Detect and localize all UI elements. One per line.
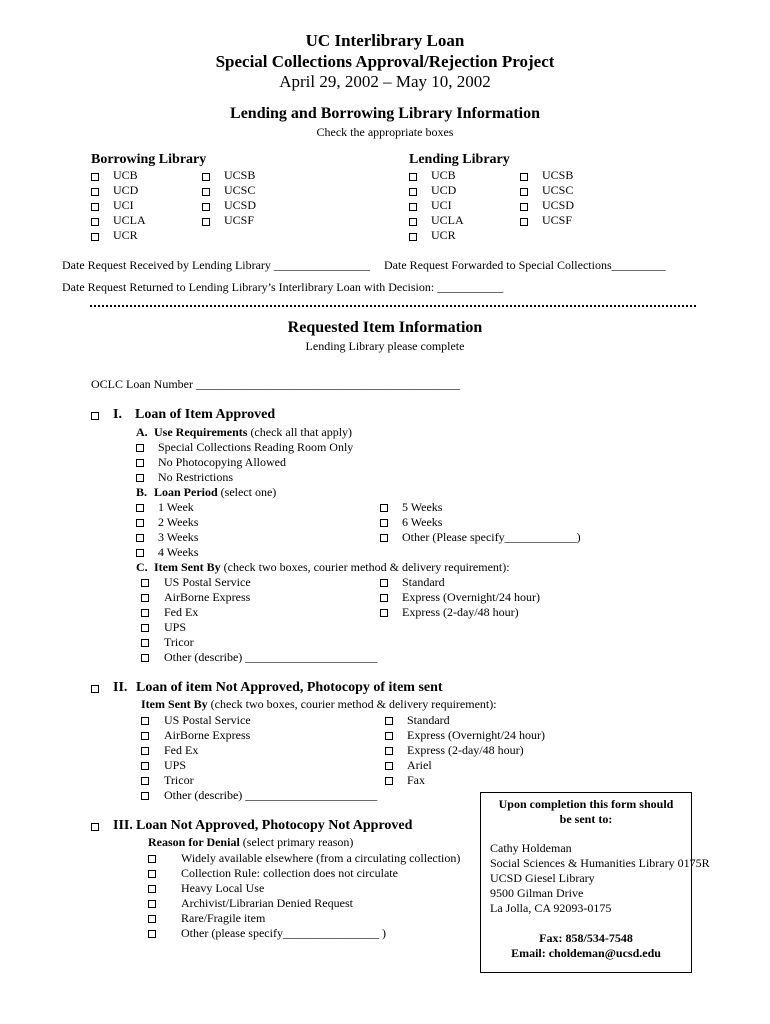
- checkbox-borrowing-ucsd[interactable]: [202, 203, 210, 211]
- label-s2-express-2day: Express (2-day/48 hour): [407, 743, 524, 757]
- label-s2-fax: Fax: [407, 773, 425, 787]
- checkbox-s2-express-2day[interactable]: [385, 747, 393, 755]
- label-s2-ariel: Ariel: [407, 758, 432, 772]
- checkbox-lending-ucsf[interactable]: [520, 218, 528, 226]
- label-s2-fedex: Fed Ex: [164, 743, 199, 757]
- checkbox-s2-airborne[interactable]: [141, 732, 149, 740]
- checkbox-reading-room-only[interactable]: [136, 444, 144, 452]
- label-lending-ucsc: UCSC: [542, 183, 574, 197]
- checkbox-lending-ucsd[interactable]: [520, 203, 528, 211]
- label-period-6-weeks: 6 Weeks: [402, 515, 443, 529]
- contact-fax: Fax: 858/534-7548: [539, 931, 633, 945]
- checkbox-period-2-weeks[interactable]: [136, 519, 144, 527]
- label-borrowing-ucsd: UCSD: [224, 198, 257, 212]
- project-title: Special Collections Approval/Rejection Project: [215, 52, 555, 71]
- label-s1-us-postal: US Postal Service: [164, 575, 251, 589]
- checkbox-borrowing-ucsc[interactable]: [202, 188, 210, 196]
- checkbox-heavy-local-use[interactable]: [148, 885, 156, 893]
- checkbox-s1-express-2day[interactable]: [380, 609, 388, 617]
- s2-item-sent-by-label: Item Sent By: [141, 697, 208, 711]
- checkbox-rare-fragile[interactable]: [148, 915, 156, 923]
- label-period-5-weeks: 5 Weeks: [402, 500, 443, 514]
- checkbox-period-3-weeks[interactable]: [136, 534, 144, 542]
- label-borrowing-ucsc: UCSC: [224, 183, 256, 197]
- label-lending-ucr: UCR: [431, 228, 456, 242]
- checkbox-s1-tricor[interactable]: [141, 639, 149, 647]
- library-info-subtitle: Check the appropriate boxes: [316, 125, 454, 139]
- label-s2-tricor: Tricor: [164, 773, 194, 787]
- checkbox-borrowing-ucr[interactable]: [91, 233, 99, 241]
- checkbox-collection-rule[interactable]: [148, 870, 156, 878]
- label-s2-standard: Standard: [407, 713, 450, 727]
- label-s1-tricor: Tricor: [164, 635, 194, 649]
- checkbox-period-4-weeks[interactable]: [136, 549, 144, 557]
- label-period-1-week: 1 Week: [158, 500, 194, 514]
- send-to-heading-line1: Upon completion this form should: [498, 797, 674, 811]
- contact-library: UCSD Giesel Library: [490, 871, 595, 885]
- use-requirements-label: Use Requirements: [154, 425, 248, 439]
- date-forwarded-field[interactable]: Date Request Forwarded to Special Collections_________: [384, 258, 666, 272]
- checkbox-s2-us-postal[interactable]: [141, 717, 149, 725]
- label-lending-uci: UCI: [431, 198, 452, 212]
- checkbox-lending-uci[interactable]: [409, 203, 417, 211]
- use-requirements-note: (check all that apply): [247, 425, 353, 439]
- label-s1-fedex: Fed Ex: [164, 605, 199, 619]
- label-period-4-weeks: 4 Weeks: [158, 545, 199, 559]
- sub-c-letter: C.: [136, 560, 148, 574]
- contact-department: Social Sciences & Humanities Library 0175R: [490, 856, 710, 870]
- checkbox-s2-standard[interactable]: [385, 717, 393, 725]
- section-i-numeral: I.: [113, 407, 122, 422]
- label-s1-express-2day: Express (2-day/48 hour): [402, 605, 519, 619]
- label-borrowing-ucsb: UCSB: [224, 168, 256, 182]
- checkbox-lending-ucla[interactable]: [409, 218, 417, 226]
- project-dates: April 29, 2002 – May 10, 2002: [279, 72, 491, 91]
- section-divider: [90, 305, 696, 307]
- label-s1-airborne: AirBorne Express: [164, 590, 251, 604]
- label-lending-ucla: UCLA: [431, 213, 464, 227]
- checkbox-borrowing-ucsf[interactable]: [202, 218, 210, 226]
- label-s2-other: Other (describe) ______________________: [164, 788, 378, 802]
- section-ii-numeral: II.: [113, 680, 128, 695]
- sub-a-letter: A.: [136, 425, 148, 439]
- library-info-heading: Lending and Borrowing Library Information: [230, 105, 540, 122]
- checkbox-s2-fax[interactable]: [385, 777, 393, 785]
- sub-b-letter: B.: [136, 485, 148, 499]
- contact-city: La Jolla, CA 92093-0175: [490, 901, 612, 915]
- label-lending-ucb: UCB: [431, 168, 456, 182]
- label-period-3-weeks: 3 Weeks: [158, 530, 199, 544]
- checkbox-widely-available[interactable]: [148, 855, 156, 863]
- label-s1-standard: Standard: [402, 575, 445, 589]
- item-info-subtitle: Lending Library please complete: [305, 339, 465, 353]
- checkbox-lending-ucsc[interactable]: [520, 188, 528, 196]
- label-borrowing-ucr: UCR: [113, 228, 138, 242]
- label-borrowing-ucb: UCB: [113, 168, 138, 182]
- checkbox-lending-ucb[interactable]: [409, 173, 417, 181]
- section-iii-title: Loan Not Approved, Photocopy Not Approved: [136, 818, 413, 833]
- checkbox-borrowing-ucb[interactable]: [91, 173, 99, 181]
- label-s2-us-postal: US Postal Service: [164, 713, 251, 727]
- label-lending-ucsb: UCSB: [542, 168, 574, 182]
- loan-period-note: (select one): [217, 485, 277, 499]
- checkbox-s1-us-postal[interactable]: [141, 579, 149, 587]
- contact-name: Cathy Holdeman: [490, 841, 572, 855]
- checkbox-s1-standard[interactable]: [380, 579, 388, 587]
- label-s1-ups: UPS: [164, 620, 187, 634]
- checkbox-s2-tricor[interactable]: [141, 777, 149, 785]
- label-lending-ucd: UCD: [431, 183, 457, 197]
- checkbox-period-6-weeks[interactable]: [380, 519, 388, 527]
- checkbox-s1-fedex[interactable]: [141, 609, 149, 617]
- borrowing-library-heading: Borrowing Library: [91, 152, 207, 167]
- checkbox-s1-express-overnight[interactable]: [380, 594, 388, 602]
- label-rare-fragile: Rare/Fragile item: [181, 911, 266, 925]
- checkbox-no-photocopying[interactable]: [136, 459, 144, 467]
- label-period-other: Other (Please specify____________): [402, 530, 581, 544]
- label-s2-ups: UPS: [164, 758, 187, 772]
- send-to-heading-line2: be sent to:: [559, 812, 613, 826]
- label-borrowing-ucla: UCLA: [113, 213, 146, 227]
- loan-period-label: Loan Period: [154, 485, 218, 499]
- item-sent-by-label: Item Sent By: [154, 560, 221, 574]
- checkbox-s2-ariel[interactable]: [385, 762, 393, 770]
- checkbox-lending-ucr[interactable]: [409, 233, 417, 241]
- label-borrowing-ucsf: UCSF: [224, 213, 255, 227]
- date-returned-field[interactable]: Date Request Returned to Lending Library’s Interlibrary Loan with Decision: ___________: [62, 280, 504, 294]
- item-sent-by-note: (check two boxes, courier method & delivery requirement):: [220, 560, 510, 574]
- label-heavy-local-use: Heavy Local Use: [181, 881, 265, 895]
- checkbox-s1-airborne[interactable]: [141, 594, 149, 602]
- label-collection-rule: Collection Rule: collection does not circulate: [181, 866, 398, 880]
- label-widely-available: Widely available elsewhere (from a circulating collection): [181, 851, 461, 865]
- checkbox-not-approved[interactable]: [91, 823, 99, 831]
- checkbox-archivist-denied[interactable]: [148, 900, 156, 908]
- contact-email[interactable]: Email: choldeman@ucsd.edu: [511, 946, 661, 960]
- label-borrowing-uci: UCI: [113, 198, 134, 212]
- checkbox-s1-ups[interactable]: [141, 624, 149, 632]
- label-no-restrictions: No Restrictions: [158, 470, 233, 484]
- label-reading-room-only: Special Collections Reading Room Only: [158, 440, 354, 454]
- checkbox-loan-approved[interactable]: [91, 412, 99, 420]
- checkbox-s2-fedex[interactable]: [141, 747, 149, 755]
- label-s2-airborne: AirBorne Express: [164, 728, 251, 742]
- checkbox-s2-express-overnight[interactable]: [385, 732, 393, 740]
- checkbox-lending-ucd[interactable]: [409, 188, 417, 196]
- label-archivist-denied: Archivist/Librarian Denied Request: [181, 896, 353, 910]
- date-received-field[interactable]: Date Request Received by Lending Library ________________: [62, 258, 370, 272]
- label-no-photocopying: No Photocopying Allowed: [158, 455, 286, 469]
- checkbox-s2-ups[interactable]: [141, 762, 149, 770]
- section-i-title: Loan of Item Approved: [135, 407, 276, 422]
- checkbox-period-other[interactable]: [380, 534, 388, 542]
- form-title: UC Interlibrary Loan: [305, 31, 465, 50]
- label-s1-other: Other (describe) ______________________: [164, 650, 378, 664]
- checkbox-period-1-week[interactable]: [136, 504, 144, 512]
- label-reason-other: Other (please specify________________ ): [181, 926, 386, 940]
- checkbox-reason-other[interactable]: [148, 930, 156, 938]
- checkbox-borrowing-ucd[interactable]: [91, 188, 99, 196]
- label-borrowing-ucd: UCD: [113, 183, 139, 197]
- checkbox-no-restrictions[interactable]: [136, 474, 144, 482]
- label-period-2-weeks: 2 Weeks: [158, 515, 199, 529]
- checkbox-borrowing-ucsb[interactable]: [202, 173, 210, 181]
- section-ii-title: Loan of item Not Approved, Photocopy of item sent: [136, 680, 443, 695]
- checkbox-lending-ucsb[interactable]: [520, 173, 528, 181]
- label-lending-ucsd: UCSD: [542, 198, 575, 212]
- contact-street: 9500 Gilman Drive: [490, 886, 584, 900]
- label-lending-ucsf: UCSF: [542, 213, 573, 227]
- s2-item-sent-by-note: (check two boxes, courier method & delivery requirement):: [207, 697, 497, 711]
- lending-library-heading: Lending Library: [409, 152, 510, 167]
- checkbox-period-5-weeks[interactable]: [380, 504, 388, 512]
- checkbox-photocopy-sent[interactable]: [91, 685, 99, 693]
- checkbox-s1-other[interactable]: [141, 654, 149, 662]
- label-s1-express-overnight: Express (Overnight/24 hour): [402, 590, 540, 604]
- section-iii-numeral: III.: [113, 818, 133, 833]
- checkbox-s2-other[interactable]: [141, 792, 149, 800]
- label-s2-express-overnight: Express (Overnight/24 hour): [407, 728, 545, 742]
- reason-for-denial-label: Reason for Denial: [148, 835, 240, 849]
- reason-for-denial-note: (select primary reason): [239, 835, 354, 849]
- checkbox-borrowing-uci[interactable]: [91, 203, 99, 211]
- item-info-heading: Requested Item Information: [287, 319, 483, 336]
- checkbox-borrowing-ucla[interactable]: [91, 218, 99, 226]
- oclc-number-field[interactable]: OCLC Loan Number ____________________________________________: [91, 377, 460, 391]
